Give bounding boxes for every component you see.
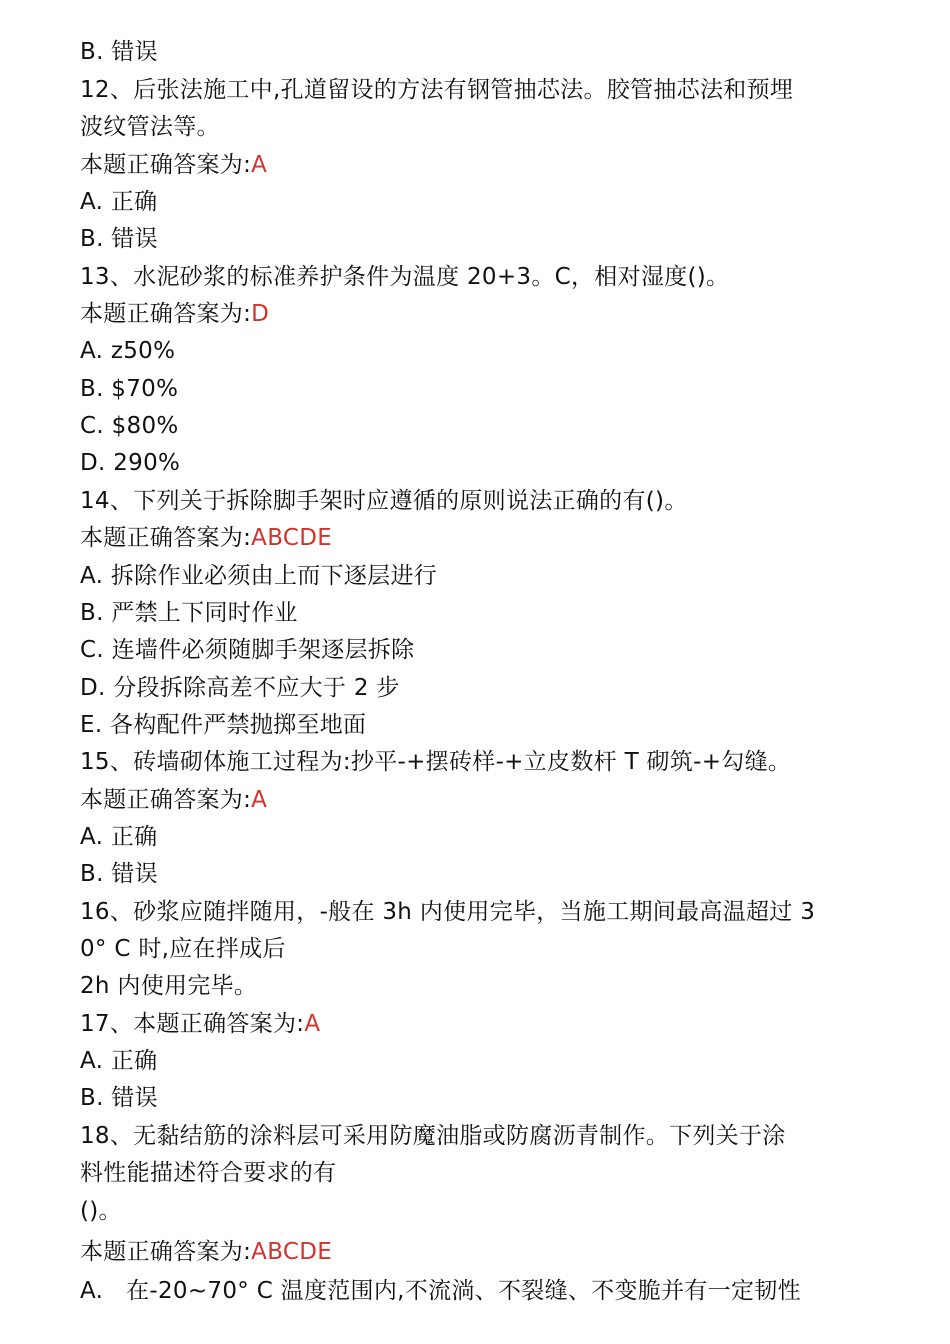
option-line: B. 错误 [80,861,158,887]
option-line: B. 错误 [80,39,158,65]
option-line: A. 正确 [80,824,158,850]
answer-key: ABCDE [251,1239,333,1265]
option-line: B. 严禁上下同时作业 [80,600,298,626]
answer-line: 本题正确答案为:ABCDE [80,525,333,551]
answer-key: A [251,152,268,178]
question-line: 14、下列关于拆除脚手架时应遵循的原则说法正确的有()。 [80,488,688,514]
question-line: ()。 [80,1198,122,1224]
option-line: C. $80% [80,413,179,439]
option-line: D. 分段拆除高差不应大于 2 步 [80,675,400,701]
question-line: 13、水泥砂浆的标准养护条件为温度 20+3。C，相对湿度()。 [80,264,730,290]
answer-key: ABCDE [251,525,333,551]
answer-key: A [304,1011,321,1037]
answer-line: 17、本题正确答案为:A [80,1011,321,1037]
option-line: B. 错误 [80,226,158,252]
answer-line: 本题正确答案为:A [80,152,268,178]
option-line: C. 连墙件必须随脚手架逐层拆除 [80,637,415,663]
question-line: 波纹管法等。 [80,114,220,140]
question-line: 12、后张法施工中,孔道留设的方法有钢管抽芯法。胶管抽芯法和预埋 [80,77,794,103]
option-line: A. z50% [80,338,176,364]
option-line: A. 拆除作业必须由上而下逐层进行 [80,563,438,589]
option-line: A. 正确 [80,1048,158,1074]
option-line: B. $70% [80,376,179,402]
option-line: E. 各构配件严禁抛掷至地面 [80,712,367,738]
question-line: 0° C 时,应在拌成后 [80,936,286,962]
question-line: 18、无黏结筋的涂料层可采用防魔油脂或防腐沥青制作。下列关于涂 [80,1123,786,1149]
answer-key: A [251,787,268,813]
question-line: 16、砂浆应随拌随用，-般在 3h 内使用完毕，当施工期间最高温超过 3 [80,899,816,925]
question-line: 2h 内使用完毕。 [80,973,258,999]
option-line: B. 错误 [80,1085,158,1111]
answer-line: 本题正确答案为:A [80,787,268,813]
option-line: D. 290% [80,450,181,476]
question-line: 料性能描述符合要求的有 [80,1160,337,1186]
answer-line: 本题正确答案为:D [80,301,270,327]
question-line: 15、砖墙砌体施工过程为:抄平-+摆砖样-+立皮数杆 T 砌筑-+勾缝。 [80,749,792,775]
answer-line: 本题正确答案为:ABCDE [80,1239,333,1265]
answer-key: D [251,301,270,327]
option-line: A. 正确 [80,189,158,215]
option-line: A. 在-20~70° C 温度范围内,不流淌、不裂缝、不变脆并有一定韧性 [80,1278,801,1304]
